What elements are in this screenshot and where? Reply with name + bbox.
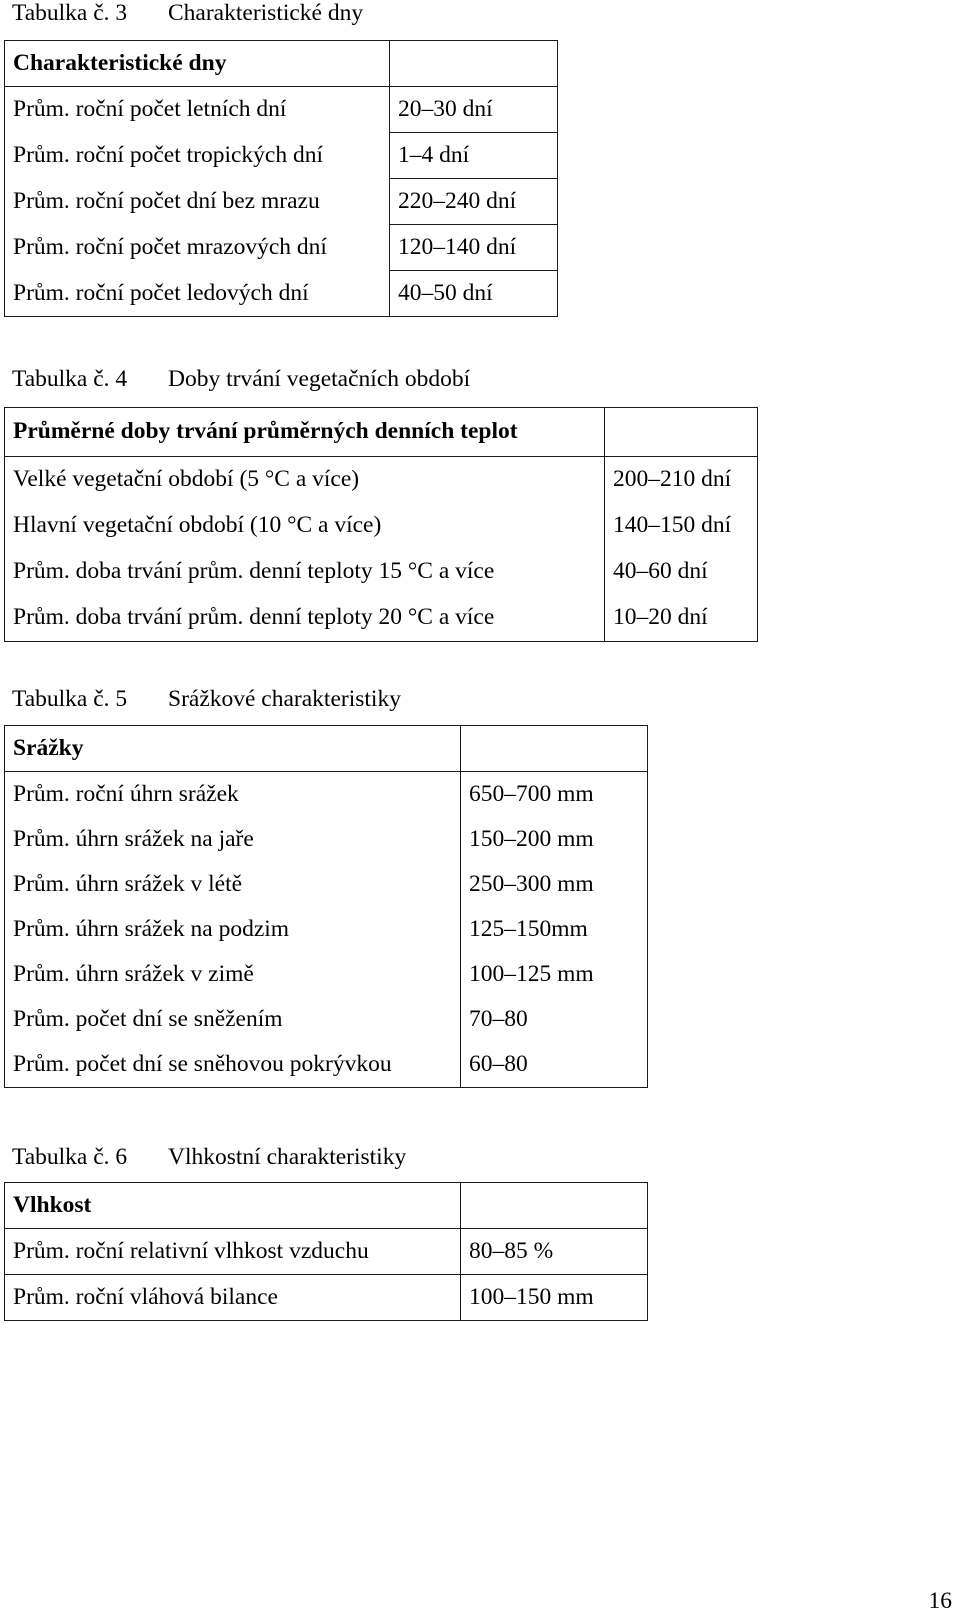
row-value: 60–80: [461, 1042, 648, 1088]
row-label: Hlavní vegetační období (10 °C a více): [5, 503, 605, 549]
table-row: [5, 817, 648, 862]
row-label: Prům. roční počet tropických dní: [5, 133, 390, 179]
table-row: [5, 503, 758, 549]
caption-title: Vlhkostní charakteristiky: [168, 1144, 407, 1170]
row-value: 220–240 dní: [390, 179, 558, 225]
caption-title: Srážkové charakteristiky: [168, 686, 401, 712]
page-number: 16: [928, 1588, 952, 1614]
table-header: Srážky: [5, 726, 461, 772]
table-row: [5, 997, 648, 1042]
table-header-row: [5, 408, 758, 457]
table-4-caption: [12, 368, 470, 392]
row-label: Prům. doba trvání prům. denní teploty 20 °C a více: [5, 595, 605, 642]
row-value: 200–210 dní: [605, 457, 758, 504]
table-row: [5, 862, 648, 907]
row-label: Prům. roční počet letních dní: [5, 87, 390, 133]
table-row: [5, 1229, 648, 1275]
table-row: [5, 1275, 648, 1321]
table-header-value: [461, 1183, 648, 1229]
table-header-row: [5, 41, 558, 87]
caption-title: Charakteristické dny: [168, 0, 364, 26]
row-label: Prům. roční počet mrazových dní: [5, 225, 390, 271]
table-row: [5, 133, 558, 179]
table-6: [4, 1182, 648, 1321]
row-value: 70–80: [461, 997, 648, 1042]
table-row: [5, 907, 648, 952]
row-label: Prům. úhrn srážek v zimě: [5, 952, 461, 997]
row-value: 1–4 dní: [390, 133, 558, 179]
row-value: 150–200 mm: [461, 817, 648, 862]
table-row: [5, 952, 648, 997]
row-value: 10–20 dní: [605, 595, 758, 642]
table-row: [5, 271, 558, 317]
table-header: Vlhkost: [5, 1183, 461, 1229]
table-header-row: [5, 726, 648, 772]
row-label: Prům. počet dní se sněžením: [5, 997, 461, 1042]
row-label: Prům. roční počet ledových dní: [5, 271, 390, 317]
table-5: [4, 725, 648, 1088]
row-label: Prům. roční vláhová bilance: [5, 1275, 461, 1321]
row-value: 40–50 dní: [390, 271, 558, 317]
table-header-value: [461, 726, 648, 772]
table-row: [5, 772, 648, 818]
table-header: Průměrné doby trvání průměrných denních teplot: [5, 408, 605, 457]
table-row: [5, 549, 758, 595]
table-6-caption: [12, 1146, 406, 1170]
row-value: 250–300 mm: [461, 862, 648, 907]
table-header-value: [390, 41, 558, 87]
row-value: 40–60 dní: [605, 549, 758, 595]
table-header-value: [605, 408, 758, 457]
table-row: [5, 87, 558, 133]
caption-number: Tabulka č. 5: [12, 686, 128, 712]
row-value: 20–30 dní: [390, 87, 558, 133]
row-label: Prům. roční úhrn srážek: [5, 772, 461, 818]
table-3: [4, 40, 558, 317]
row-label: Prům. roční počet dní bez mrazu: [5, 179, 390, 225]
row-label: Prům. úhrn srážek na jaře: [5, 817, 461, 862]
row-value: 125–150mm: [461, 907, 648, 952]
table-row: [5, 1042, 648, 1088]
caption-title: Doby trvání vegetačních období: [168, 366, 471, 392]
caption-number: Tabulka č. 4: [12, 366, 128, 392]
table-row: [5, 179, 558, 225]
row-value: 80–85 %: [461, 1229, 648, 1275]
row-value: 120–140 dní: [390, 225, 558, 271]
row-value: 140–150 dní: [605, 503, 758, 549]
row-label: Velké vegetační období (5 °C a více): [5, 457, 605, 504]
row-value: 100–150 mm: [461, 1275, 648, 1321]
table-row: [5, 457, 758, 504]
caption-number: Tabulka č. 3: [12, 0, 128, 26]
table-5-caption: [12, 688, 401, 712]
table-row: [5, 225, 558, 271]
row-label: Prům. počet dní se sněhovou pokrývkou: [5, 1042, 461, 1088]
table-3-caption: [12, 2, 363, 26]
row-label: Prům. úhrn srážek v létě: [5, 862, 461, 907]
row-label: Prům. úhrn srážek na podzim: [5, 907, 461, 952]
row-label: Prům. roční relativní vlhkost vzduchu: [5, 1229, 461, 1275]
table-4: [4, 407, 758, 642]
row-label: Prům. doba trvání prům. denní teploty 15 °C a více: [5, 549, 605, 595]
row-value: 650–700 mm: [461, 772, 648, 818]
caption-number: Tabulka č. 6: [12, 1144, 128, 1170]
table-row: [5, 595, 758, 642]
table-header: Charakteristické dny: [5, 41, 390, 87]
row-value: 100–125 mm: [461, 952, 648, 997]
table-header-row: [5, 1183, 648, 1229]
